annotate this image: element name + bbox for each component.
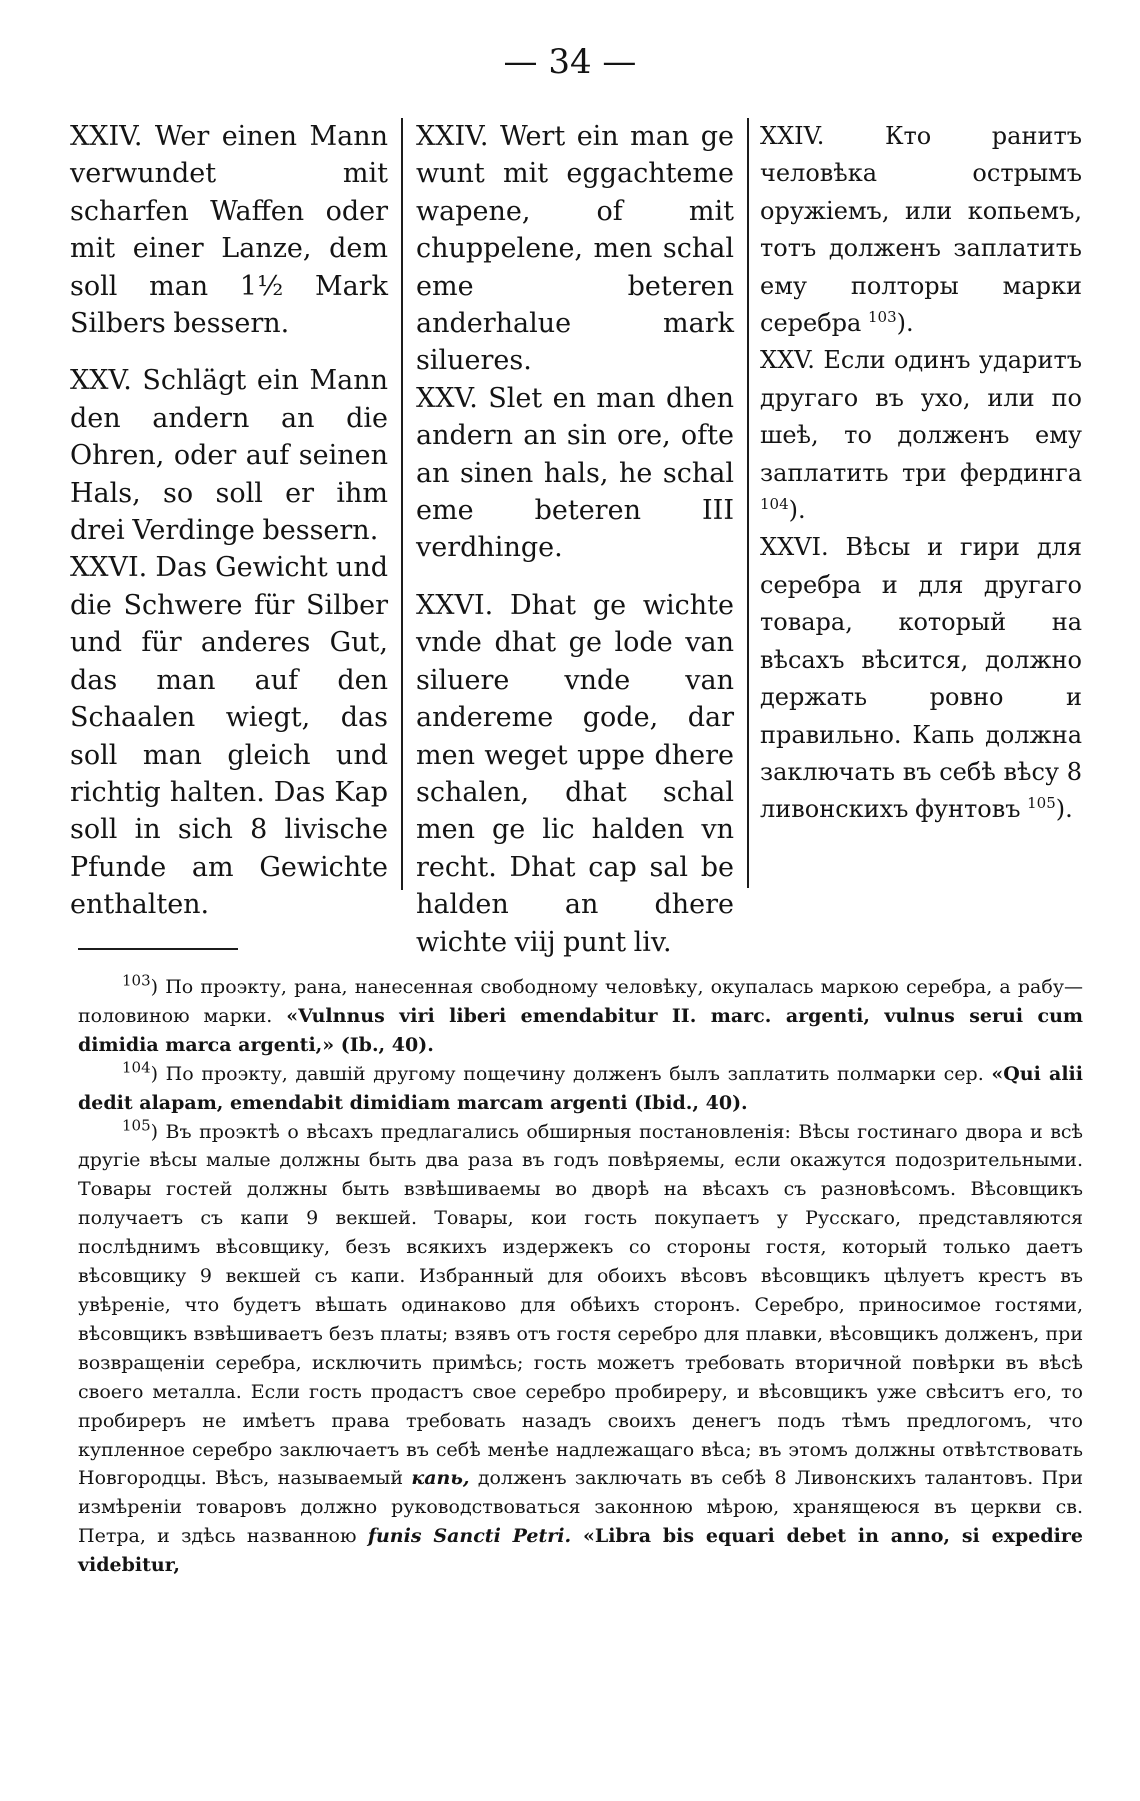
- low-german-article-24: XXIV. Wert ein man ge wunt mit eggachteme wapene, of mit chuppelene, men schal eme beteren anderhalue mark silueres.: [416, 121, 734, 377]
- german-article-24: XXIV. Wer einen Mann verwundet mit scharfen Waffen oder mit einer Lanze, dem soll man 1½ Mark Silbers bessern.: [70, 121, 388, 340]
- column-divider: [401, 118, 403, 890]
- footnote-ref-104[interactable]: 104: [760, 495, 789, 514]
- low-german-article-25: XXV. Slet en man dhen andern an sin ore, ofte an sinen hals, he schal eme beteren III verdhinge.: [416, 382, 734, 564]
- footnote-separator: [78, 948, 238, 950]
- footnote-104: $^{104}$) По проэкту, давшій другому пощечину долженъ былъ заплатить полмарки сер. «Qui alii dedit alapam, emendabit dimidiam marcam argenti (Ibid., 40).: [78, 1058, 1083, 1114]
- column-divider: [747, 118, 749, 888]
- russian-column: [760, 118, 1082, 829]
- footnotes: [78, 973, 1083, 1580]
- low-german-article-26: XXVI. Dhat ge wichte vnde dhat ge lode van siluere vnde van andereme gode, dar men weget uppe dhere schalen, dhat schal men ge lic halden vn recht. Dhat cap sal be halden an dhere wichte viij punt liv.: [416, 589, 734, 958]
- low-german-column: [416, 118, 734, 961]
- footnote-ref-105[interactable]: 105: [1027, 794, 1056, 813]
- russian-article-26: XXVI. Вѣсы и гири для серебра и для другаго товара, который на вѣсахъ вѣсится, должно держать ровно и правильно. Капь должна заключать въ себѣ вѣсу 8 ливонскихъ фунтовъ $^{105}$).: [760, 533, 1082, 824]
- russian-article-24: XXIV. Кто ранитъ человѣка острымъ оружіемъ, или копьемъ, тотъ долженъ заплатить ему полторы марки серебра $^{103}$).: [760, 122, 1082, 338]
- german-article-26: XXVI. Das Gewicht und die Schwere für Silber und für anderes Gut, das man auf den Schaalen wiegt, das soll man gleich und richtig halten. Das Kap soll in sich 8 livische Pfunde am Gewichte enthalten.: [70, 552, 388, 921]
- footnote-ref-103[interactable]: 103: [867, 308, 897, 327]
- footnote-105: $^{105}$) Въ проэктѣ о вѣсахъ предлагались обширныя постановленія: Вѣсы гостинаго двора и всѣ другіе вѣсы малые должны быть два раза въ годъ повѣряемы, если окажутся подозрительными. Товары гостей должны быть взвѣшиваемы во дворѣ на вѣсахъ съ разновѣсомъ. Вѣсовщикъ получаетъ съ капи 9 векшей. Товары, кои гость покупаетъ у Русскаго, представляются послѣднимъ вѣсовщику, безъ всякихъ издержекъ со стороны гостя, который только даетъ вѣсовщику 9 векшей съ капи. Избранный для обоихъ вѣсовъ вѣсовщикъ цѣлуетъ крестъ въ увѣреніе, что будетъ вѣшать одинаково для обѣихъ сторонъ. Серебро, приносимое гостями, вѣсовщикъ взвѣшиваетъ безъ платы; взявъ отъ гостя серебро для плавки, вѣсовщикъ долженъ, при возвращеніи серебра, исключить примѣсь; гость можетъ требовать вторичной повѣрки въ вѣсѣ своего металла. Если гость продастъ свое серебро пробиреру, и вѣсовщикъ уже свѣситъ его, то пробиреръ не имѣетъ права требовать назадъ своихъ денегъ подъ тѣмъ предлогомъ, что купленное серебро заключаетъ въ себѣ менѣе надлежащаго вѣса; въ этомъ должны отвѣтствовать Новгородцы. Вѣсъ, называемый капь, долженъ заключать въ себѣ 8 Ливонскихъ талантовъ. При измѣреніи товаровъ должно руководствоваться законною мѣрою, хранящеюся въ церкви св. Петра, и здѣсь названною funis Sancti Petri. «Libra bis equari debet in anno, si expedire videbitur,: [78, 1116, 1083, 1577]
- russian-article-25: XXV. Если одинъ ударитъ другаго въ ухо, или по шеѣ, то долженъ ему заплатить три фердинга $^{104}$).: [760, 346, 1082, 525]
- german-column: [70, 118, 388, 924]
- page-number: — 34 —: [503, 42, 637, 82]
- footnote-103: $^{103}$) По проэкту, рана, нанесенная свободному человѣку, окупалась маркою серебра, а рабу—половиною марки. «Vulnnus viri liberi emendabitur II. marc. argenti, vulnus serui cum dimidia marca argenti,» (Ib., 40).: [78, 971, 1083, 1056]
- parallel-text-columns: [70, 118, 1085, 958]
- german-article-25: XXV. Schlägt ein Mann den andern an die Ohren, oder auf seinen Hals, so soll er ihm drei Verdinge bessern.: [70, 365, 388, 547]
